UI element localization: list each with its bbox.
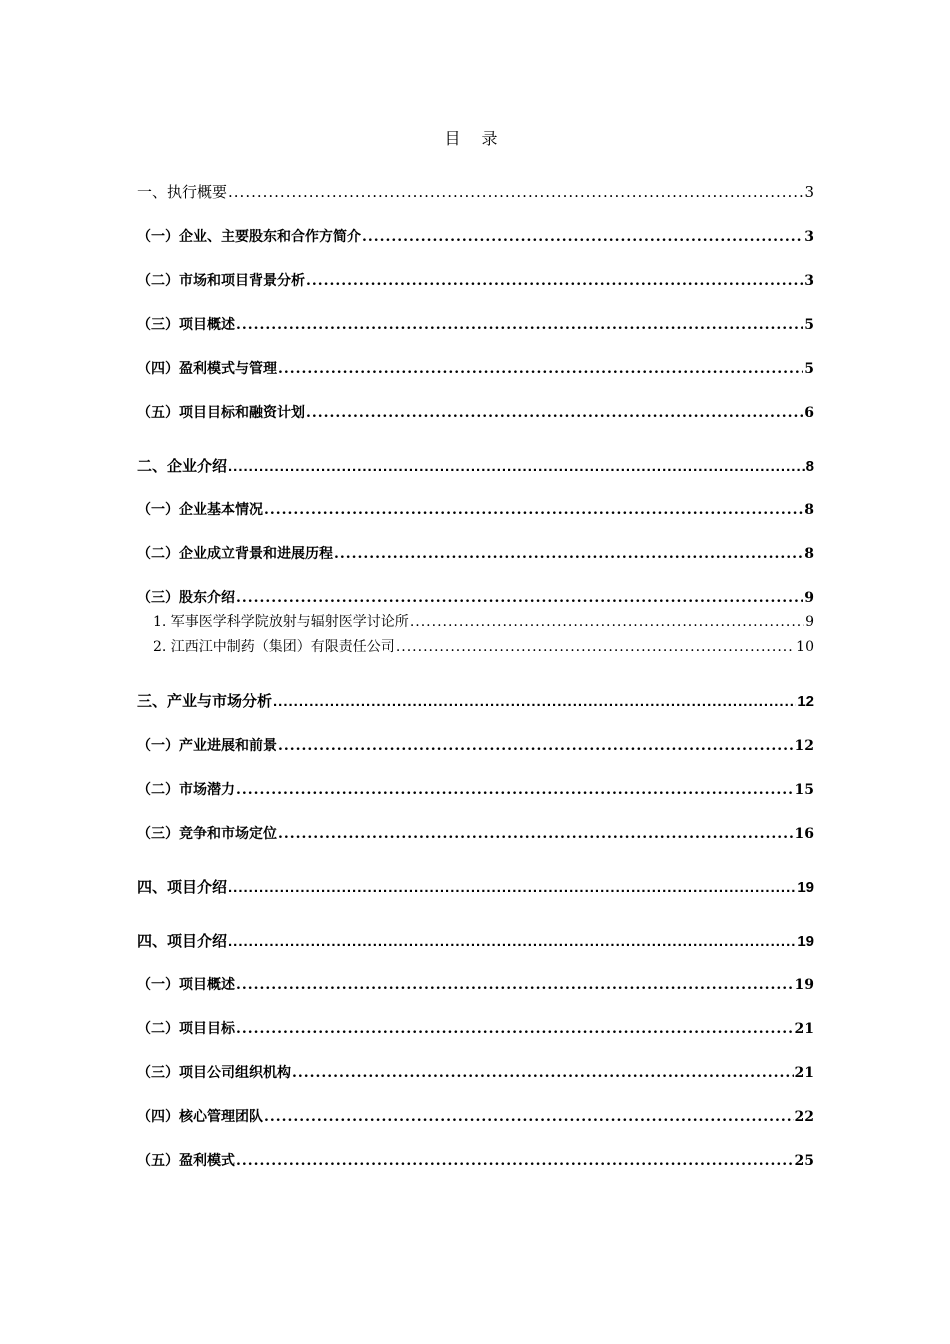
toc-entry-page: 15: [794, 782, 814, 798]
toc-entry[interactable]: [137, 1150, 814, 1170]
toc-entry[interactable]: [137, 270, 814, 290]
dot-leader: [236, 1021, 794, 1037]
dot-leader: [410, 614, 804, 630]
toc-entry-label: （三）竞争和市场定位: [137, 826, 277, 842]
toc-entry[interactable]: [137, 1018, 814, 1038]
toc-entry-label: （三）项目概述: [137, 317, 235, 333]
toc-entry-label: （一）企业基本情况: [137, 502, 263, 518]
toc-entry-page: 3: [804, 273, 814, 289]
page-title: 目 录: [444, 129, 506, 148]
toc-entry[interactable]: [137, 314, 814, 334]
toc-entry-page: 6: [804, 405, 814, 421]
toc-entry-page: 12: [797, 693, 814, 710]
dot-leader: [278, 738, 794, 754]
dot-leader: [334, 546, 803, 562]
toc-entry[interactable]: [137, 1062, 814, 1082]
toc-entry-page: 16: [794, 826, 814, 842]
toc-entry[interactable]: [137, 226, 814, 246]
toc-entry-page: 19: [794, 977, 814, 993]
toc-entry-label: （五）盈利模式: [137, 1153, 235, 1169]
toc-entry-label: 1. 军事医学科学院放射与辐射医学讨论所: [153, 614, 409, 630]
toc-entry-label: 二、企业介绍: [137, 458, 228, 475]
dot-leader: [228, 458, 805, 475]
dot-leader: [236, 782, 794, 798]
toc-entry-label: （二）市场和项目背景分析: [137, 273, 305, 289]
toc-entry-page: 10: [796, 639, 814, 655]
toc-entry[interactable]: [137, 543, 814, 563]
dot-leader: [228, 933, 796, 950]
toc-entry-label: （一）项目概述: [137, 977, 235, 993]
dot-leader: [228, 183, 803, 201]
dot-leader: [278, 826, 794, 842]
toc-entry-label: （一）企业、主要股东和合作方简介: [137, 229, 361, 245]
dot-leader: [362, 229, 803, 245]
dot-leader: [306, 273, 803, 289]
toc-entry-page: 5: [804, 361, 814, 377]
dot-leader: [236, 317, 803, 333]
toc-entry-page: 19: [797, 933, 814, 950]
toc-entry-label: （四）核心管理团队: [137, 1109, 263, 1125]
dot-leader: [396, 639, 795, 655]
toc-entry-label: （二）企业成立背景和进展历程: [137, 546, 333, 562]
dot-leader: [278, 361, 803, 377]
toc-entry-label: （一）产业进展和前景: [137, 738, 277, 754]
toc-entry-page: 22: [794, 1109, 814, 1125]
toc-entry-page: 5: [804, 317, 814, 333]
toc-entry[interactable]: [137, 930, 814, 951]
toc-entry-page: 8: [804, 546, 814, 562]
toc-entry-page: 12: [794, 738, 814, 754]
toc-entry-label: 四、项目介绍: [137, 879, 228, 896]
toc-entry-page: 25: [794, 1153, 814, 1169]
toc-entry[interactable]: [137, 455, 814, 476]
toc-entry-label: 一、执行概要: [137, 183, 228, 201]
toc-entry[interactable]: [137, 690, 814, 711]
toc-entry[interactable]: [137, 974, 814, 994]
toc-entry-page: 9: [805, 614, 814, 630]
toc-entry[interactable]: [137, 587, 814, 607]
toc-entry[interactable]: [137, 779, 814, 799]
toc-entry-label: （二）市场潜力: [137, 782, 235, 798]
toc-entry[interactable]: [153, 636, 814, 656]
toc-entry-page: 3: [804, 183, 814, 201]
toc-entry[interactable]: [137, 402, 814, 422]
dot-leader: [292, 1065, 794, 1081]
toc-entry-label: （二）项目目标: [137, 1021, 235, 1037]
toc-entry-page: 9: [804, 590, 814, 606]
toc-entry-label: 2. 江西江中制药（集团）有限责任公司: [153, 639, 395, 655]
toc-entry-page: 3: [804, 229, 814, 245]
dot-leader: [306, 405, 803, 421]
toc-entry-label: 三、产业与市场分析: [137, 693, 273, 710]
toc-entry[interactable]: [153, 611, 814, 631]
toc-entry[interactable]: [137, 358, 814, 378]
toc-entry[interactable]: [137, 499, 814, 519]
dot-leader: [273, 693, 796, 710]
toc-entry-label: （三）股东介绍: [137, 590, 235, 606]
toc-entry[interactable]: [137, 823, 814, 843]
toc-entry-label: （五）项目目标和融资计划: [137, 405, 305, 421]
toc-entry[interactable]: [137, 876, 814, 897]
toc-entry[interactable]: [137, 1106, 814, 1126]
toc-entry-page: 8: [804, 502, 814, 518]
dot-leader: [236, 1153, 794, 1169]
dot-leader: [228, 879, 796, 896]
dot-leader: [236, 977, 794, 993]
toc-entry-label: （四）盈利模式与管理: [137, 361, 277, 377]
toc-entry-label: 四、项目介绍: [137, 933, 228, 950]
dot-leader: [236, 590, 803, 606]
toc-entry[interactable]: [137, 181, 814, 202]
toc-entry[interactable]: [137, 735, 814, 755]
toc-entry-page: 19: [797, 879, 814, 896]
toc-entry-label: （三）项目公司组织机构: [137, 1065, 291, 1081]
dot-leader: [264, 502, 803, 518]
toc-entry-page: 21: [794, 1065, 814, 1081]
toc-entry-page: 8: [805, 458, 814, 475]
toc-entry-page: 21: [794, 1021, 814, 1037]
dot-leader: [264, 1109, 794, 1125]
